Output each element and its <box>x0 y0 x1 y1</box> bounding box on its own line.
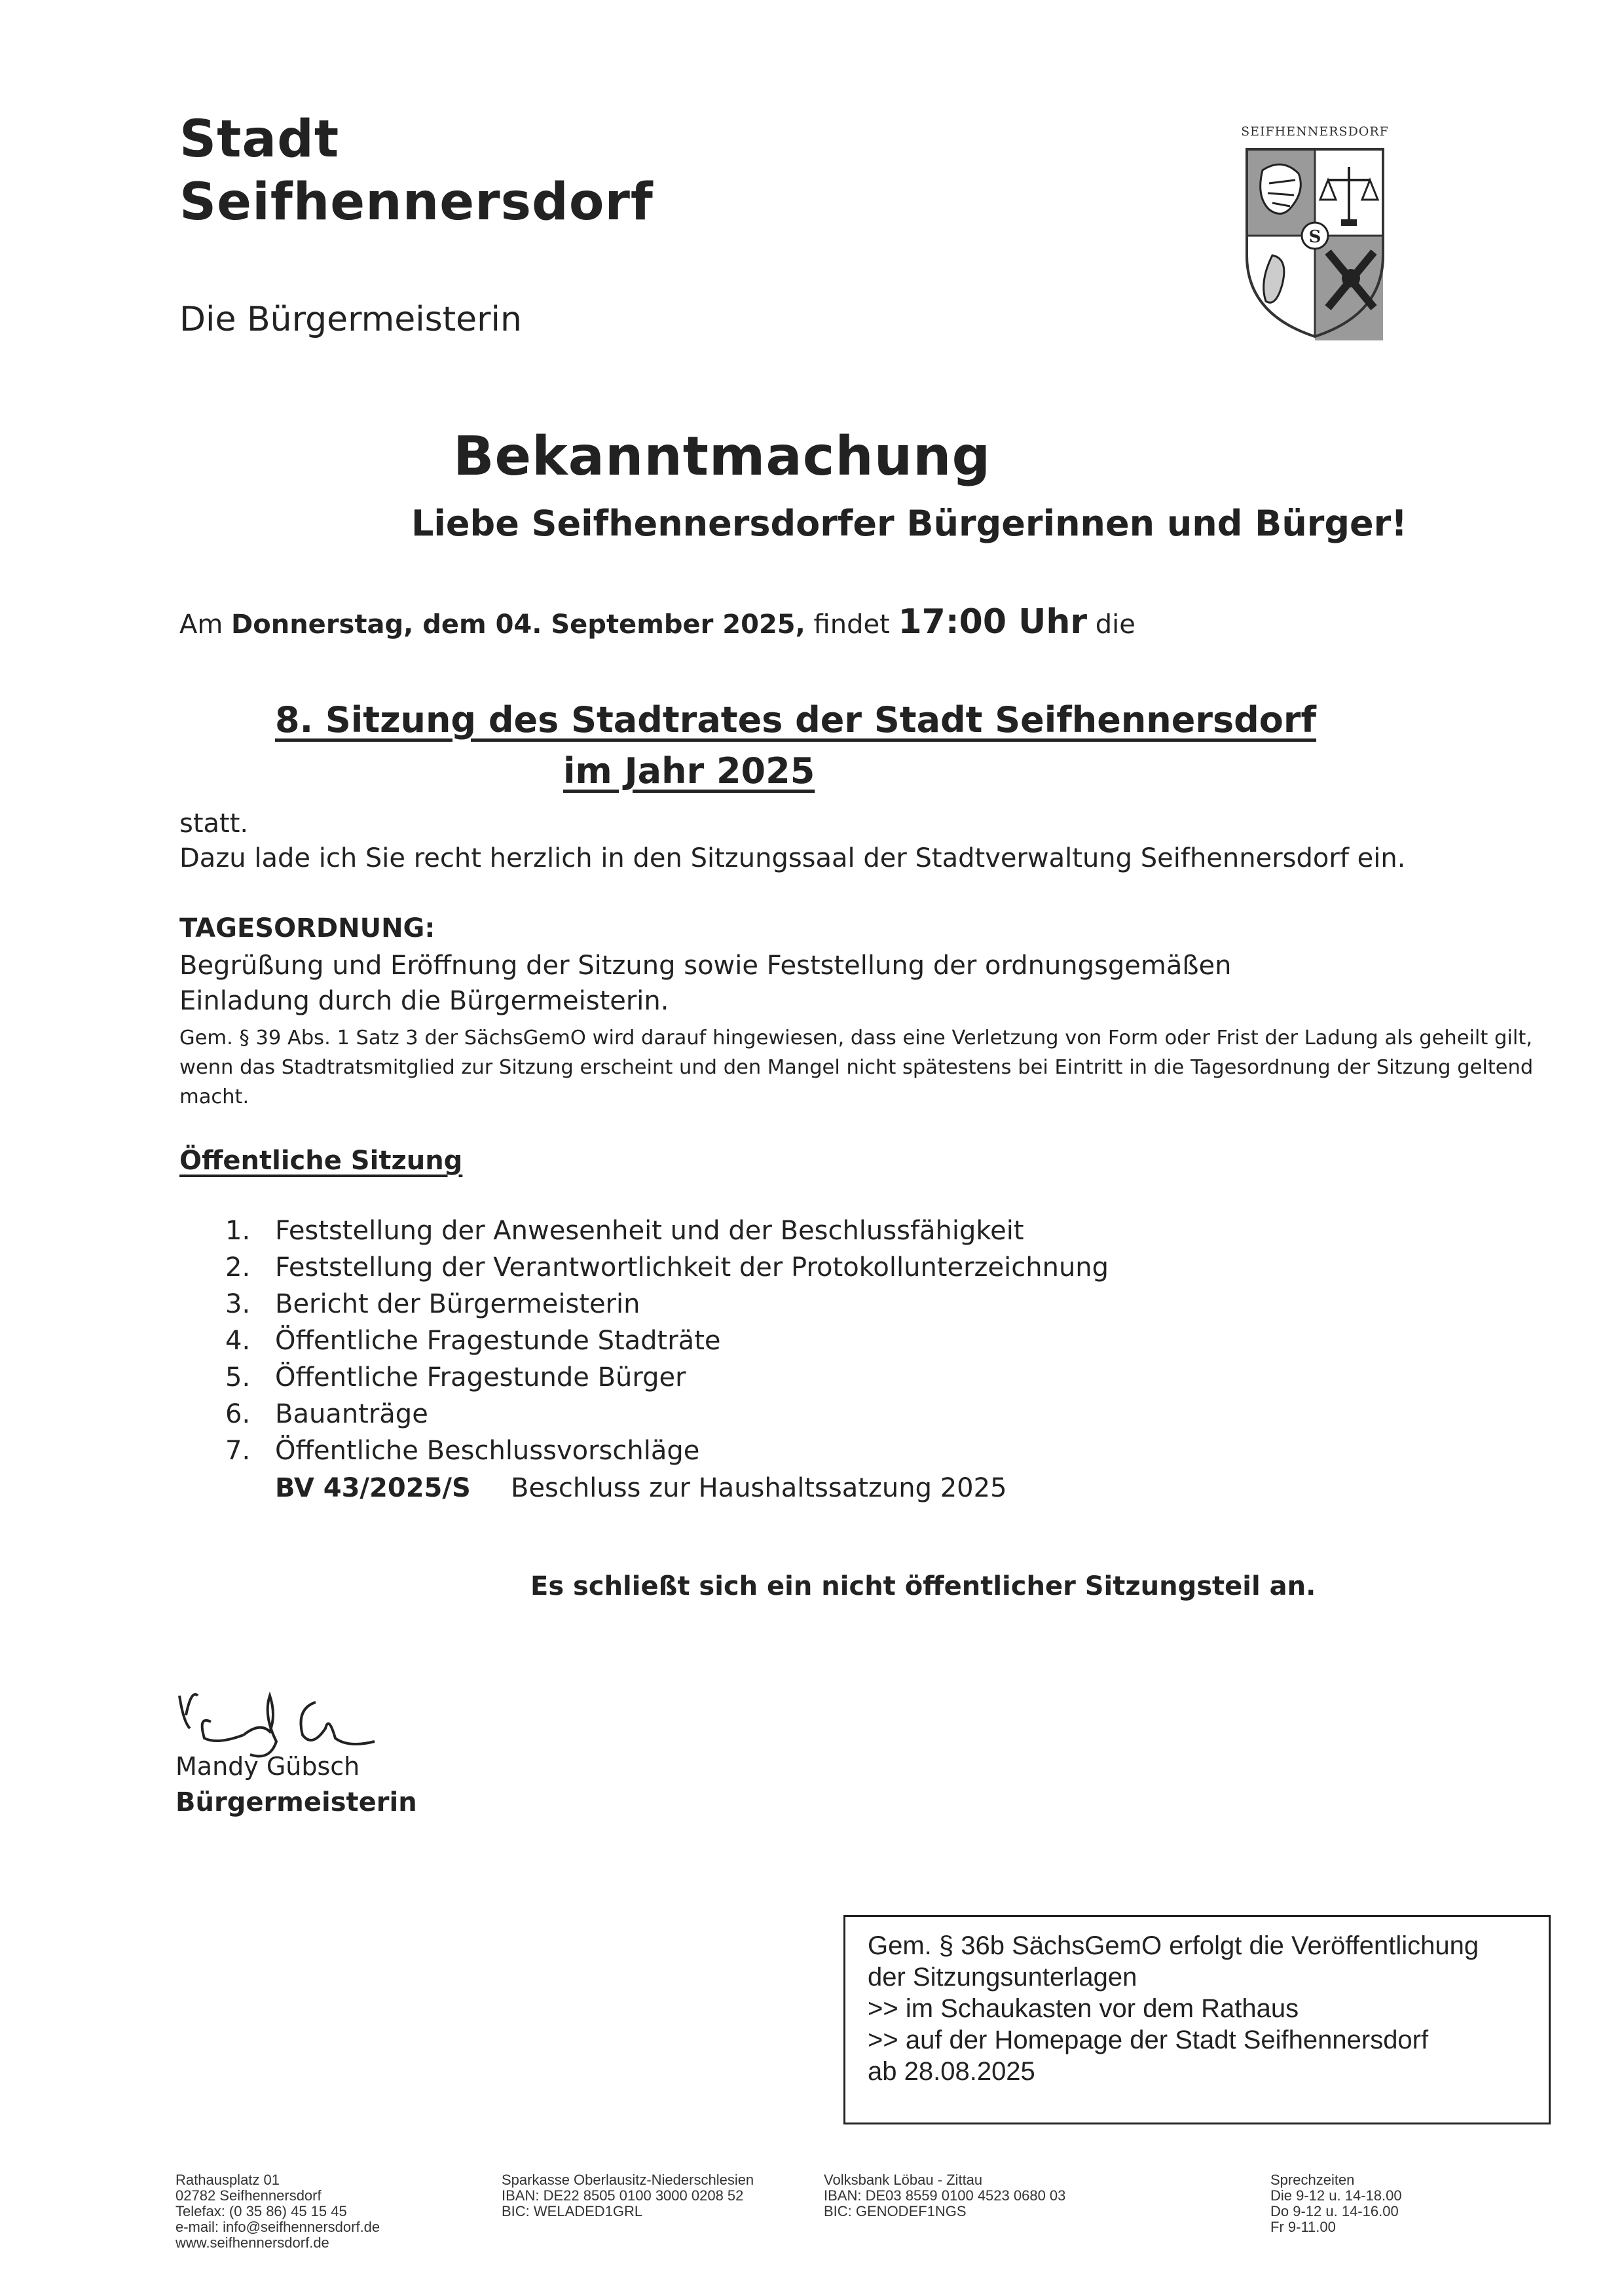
item-number: 4. <box>225 1326 251 1356</box>
item-number: 3. <box>225 1289 251 1319</box>
resolution-text: Beschluss zur Haushaltssatzung 2025 <box>511 1473 1007 1503</box>
list-item <box>225 1322 1109 1359</box>
item-text: Bericht der Bürgermeisterin <box>275 1289 640 1319</box>
item-number: 6. <box>225 1399 251 1429</box>
item-number: 7. <box>225 1436 251 1466</box>
item-number: 5. <box>225 1362 251 1393</box>
city-name-line2: Seifhennersdorf <box>179 173 654 232</box>
footer-line: 02782 Seifhennersdorf <box>175 2187 322 2204</box>
footer-bank-sparkasse <box>502 2172 754 2219</box>
footer-address <box>175 2172 380 2251</box>
closing-note: Es schließt sich ein nicht öffentlicher Sitzungsteil an. <box>530 1571 1316 1601</box>
intro-time: 17:00 Uhr <box>898 602 1087 642</box>
footer-line: BIC: WELADED1GRL <box>502 2203 643 2219</box>
footer-line: Die 9-12 u. 14-18.00 <box>1270 2187 1402 2204</box>
footer-line: IBAN: DE22 8505 0100 3000 0208 52 <box>502 2187 744 2204</box>
statt-text: statt. <box>179 809 249 839</box>
intro-sentence <box>179 602 1135 642</box>
city-name <box>179 108 654 234</box>
list-item <box>225 1359 1109 1396</box>
footer-line: Volksbank Löbau - Zittau <box>824 2172 983 2188</box>
list-item <box>225 1396 1109 1432</box>
notice-line: >> auf der Homepage der Stadt Seifhennersdorf <box>868 2026 1429 2054</box>
signer-name: Mandy Gübsch <box>175 1752 360 1781</box>
publication-notice-box <box>843 1915 1551 2124</box>
item-number: 1. <box>225 1216 251 1246</box>
notice-line: der Sitzungsunterlagen <box>868 1963 1137 1992</box>
invitation-text: Dazu lade ich Sie recht herzlich in den Sitzungssaal der Stadtverwaltung Seifhennersdorf ein. <box>179 843 1406 873</box>
agenda-legal-note: Gem. § 39 Abs. 1 Satz 3 der SächsGemO wird darauf hingewiesen, dass eine Verletzung von Form oder Frist der Ladung als geheilt gilt, wenn das Stadtratsmitglied zur Sitzung erscheint und den Mangel nicht spätestens bei Eintritt in die Tagesordnung der Sitzung geltend macht. <box>179 1027 1534 1108</box>
resolution-proposal <box>275 1473 1007 1503</box>
footer-line: Do 9-12 u. 14-16.00 <box>1270 2203 1399 2219</box>
list-item <box>225 1249 1109 1286</box>
footer-line: Sprechzeiten <box>1270 2172 1355 2188</box>
list-item <box>225 1432 1109 1469</box>
notice-line: ab 28.08.2025 <box>868 2057 1035 2086</box>
list-item <box>225 1286 1109 1322</box>
footer-line: Fr 9-11.00 <box>1270 2219 1336 2235</box>
footer-line: Sparkasse Oberlausitz-Niederschlesien <box>502 2172 754 2188</box>
coat-of-arms <box>1236 124 1393 343</box>
agenda-items-list <box>225 1212 1109 1469</box>
notice-line: Gem. § 36b SächsGemO erfolgt die Veröffentlichung <box>868 1931 1479 1960</box>
public-session-heading: Öffentliche Sitzung <box>179 1146 463 1176</box>
item-text: Bauanträge <box>275 1399 428 1429</box>
agenda-opening: Begrüßung und Eröffnung der Sitzung sowie Feststellung der ordnungsgemäßen Einladung durch die Bürgermeisterin. <box>179 951 1232 1016</box>
footer-line: IBAN: DE03 8559 0100 4523 0680 03 <box>824 2187 1066 2204</box>
item-number: 2. <box>225 1252 251 1283</box>
intro-date: Donnerstag, dem 04. September 2025, <box>231 610 805 640</box>
item-text: Feststellung der Anwesenheit und der Beschlussfähigkeit <box>275 1216 1024 1246</box>
item-text: Feststellung der Verantwortlichkeit der Protokollunterzeichnung <box>275 1252 1109 1283</box>
agenda-heading: TAGESORDNUNG: <box>179 913 435 943</box>
city-name-line1: Stadt <box>179 110 340 169</box>
signer-role: Bürgermeisterin <box>175 1787 417 1817</box>
footer-line: www.seifhennersdorf.de <box>175 2234 329 2251</box>
footer-line: e-mail: info@seifhennersdorf.de <box>175 2219 380 2235</box>
svg-text:S: S <box>1308 227 1321 247</box>
footer-line: Telefax: (0 35 86) 45 15 45 <box>175 2203 347 2219</box>
session-title-line2: im Jahr 2025 <box>563 750 815 792</box>
session-title-line1: 8. Sitzung des Stadtrates der Stadt Seifhennersdorf <box>275 699 1317 740</box>
intro-die: die <box>1095 610 1135 640</box>
intro-findet: findet <box>813 610 890 640</box>
intro-am: Am <box>179 610 223 640</box>
item-text: Öffentliche Beschlussvorschläge <box>275 1436 700 1466</box>
salutation: Liebe Seifhennersdorfer Bürgerinnen und Bürger! <box>411 503 1407 544</box>
resolution-code: BV 43/2025/S <box>275 1473 471 1503</box>
footer-line: Rathausplatz 01 <box>175 2172 280 2188</box>
footer-line: BIC: GENODEF1NGS <box>824 2203 967 2219</box>
mayor-title: Die Bürgermeisterin <box>179 300 522 339</box>
crest-label: SEIFHENNERSDORF <box>1241 124 1389 139</box>
coat-of-arms-icon <box>1236 144 1393 340</box>
document-title: Bekanntmachung <box>453 426 991 488</box>
list-item <box>225 1212 1109 1249</box>
item-text: Öffentliche Fragestunde Bürger <box>275 1362 686 1393</box>
notice-line: >> im Schaukasten vor dem Rathaus <box>868 1994 1299 2023</box>
footer-office-hours <box>1270 2172 1402 2235</box>
item-text: Öffentliche Fragestunde Stadträte <box>275 1326 721 1356</box>
footer-bank-volksbank <box>824 2172 1065 2219</box>
